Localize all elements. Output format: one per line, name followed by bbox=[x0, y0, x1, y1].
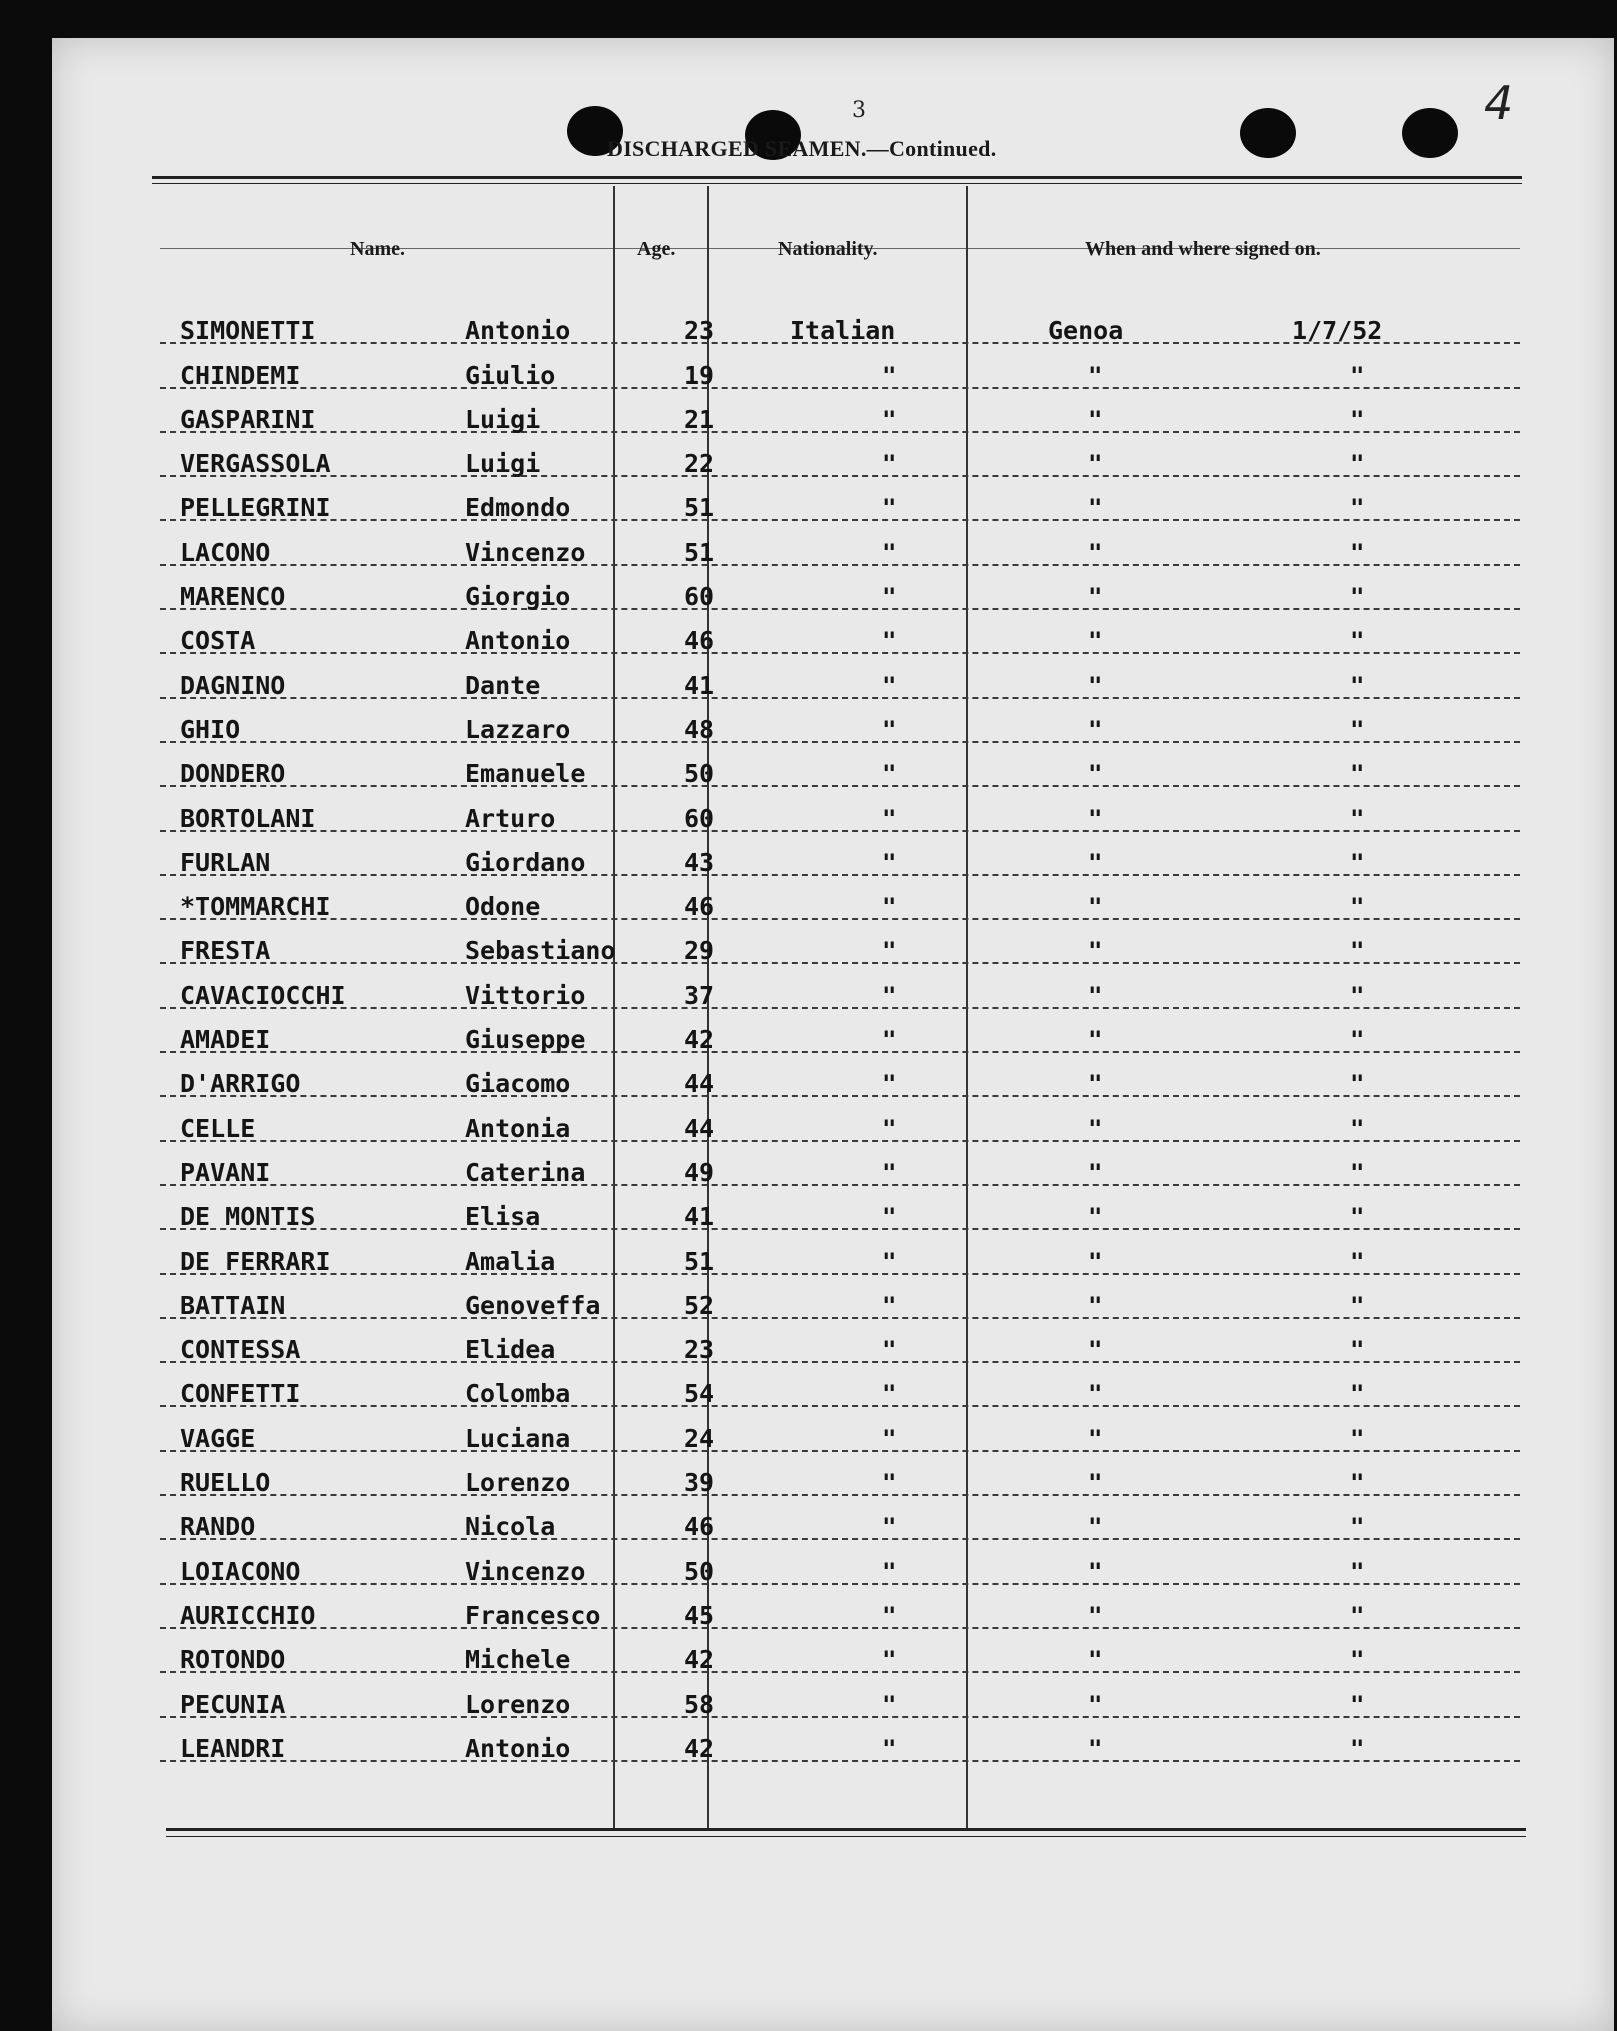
table-row bbox=[160, 787, 1520, 831]
surname-cell: DE FERRARI bbox=[180, 1246, 331, 1276]
surname-cell: GHIO bbox=[180, 714, 241, 744]
table-row bbox=[160, 743, 1520, 787]
port-cell: " bbox=[1088, 1424, 1103, 1453]
surname-cell: BORTOLANI bbox=[180, 803, 316, 833]
age-cell: 43 bbox=[684, 847, 715, 877]
column-header-nationality: Nationality. bbox=[778, 238, 878, 260]
date-cell: " bbox=[1350, 494, 1365, 523]
nationality-cell: " bbox=[882, 450, 897, 479]
given-name-cell: Emanuele bbox=[465, 759, 586, 789]
seamen-list bbox=[160, 300, 1520, 1762]
table-row bbox=[160, 699, 1520, 743]
handwritten-page-mark: 4 bbox=[1484, 76, 1514, 130]
age-cell: 41 bbox=[684, 670, 715, 700]
surname-cell: CELLE bbox=[180, 1113, 256, 1143]
top-rule-thin bbox=[152, 183, 1522, 184]
date-cell: " bbox=[1350, 1557, 1365, 1586]
date-cell: " bbox=[1350, 671, 1365, 700]
surname-cell: FURLAN bbox=[180, 847, 271, 877]
surname-cell: RANDO bbox=[180, 1512, 256, 1542]
table-row bbox=[160, 389, 1520, 433]
date-cell: " bbox=[1350, 1601, 1365, 1630]
date-cell: " bbox=[1350, 1114, 1365, 1143]
age-cell: 54 bbox=[684, 1379, 715, 1409]
port-cell: " bbox=[1088, 671, 1103, 700]
surname-cell: CONTESSA bbox=[180, 1335, 301, 1365]
nationality-cell: " bbox=[882, 1336, 897, 1365]
port-cell: " bbox=[1088, 1469, 1103, 1498]
table-row bbox=[160, 1452, 1520, 1496]
port-cell: " bbox=[1088, 1336, 1103, 1365]
given-name-cell: Dante bbox=[465, 670, 541, 700]
given-name-cell: Arturo bbox=[465, 803, 556, 833]
port-cell: " bbox=[1088, 715, 1103, 744]
table-row bbox=[160, 1319, 1520, 1363]
table-row bbox=[160, 832, 1520, 876]
table-row bbox=[160, 654, 1520, 698]
table-row bbox=[160, 566, 1520, 610]
given-name-cell: Antonio bbox=[465, 316, 571, 346]
given-name-cell: Luigi bbox=[465, 449, 541, 479]
surname-cell: COSTA bbox=[180, 626, 256, 656]
date-cell: " bbox=[1350, 583, 1365, 612]
date-cell: " bbox=[1350, 804, 1365, 833]
nationality-cell: " bbox=[882, 1291, 897, 1320]
column-header-age: Age. bbox=[637, 238, 676, 260]
age-cell: 49 bbox=[684, 1157, 715, 1187]
date-cell: " bbox=[1350, 981, 1365, 1010]
table-row bbox=[160, 433, 1520, 477]
given-name-cell: Luciana bbox=[465, 1423, 571, 1453]
date-cell: " bbox=[1350, 361, 1365, 390]
date-cell: " bbox=[1350, 1070, 1365, 1099]
column-header-signed-on: When and where signed on. bbox=[1085, 238, 1321, 260]
port-cell: " bbox=[1088, 981, 1103, 1010]
port-cell: " bbox=[1088, 1114, 1103, 1143]
age-cell: 23 bbox=[684, 1335, 715, 1365]
age-cell: 51 bbox=[684, 493, 715, 523]
port-cell: " bbox=[1088, 848, 1103, 877]
port-cell: " bbox=[1088, 893, 1103, 922]
table-row bbox=[160, 876, 1520, 920]
table-row bbox=[160, 521, 1520, 565]
given-name-cell: Vincenzo bbox=[465, 537, 586, 567]
table-row bbox=[160, 610, 1520, 654]
top-rule bbox=[152, 176, 1522, 179]
port-cell: " bbox=[1088, 1070, 1103, 1099]
nationality-cell: " bbox=[882, 1424, 897, 1453]
port-cell: " bbox=[1088, 1557, 1103, 1586]
surname-cell: BATTAIN bbox=[180, 1290, 286, 1320]
port-cell: " bbox=[1088, 1380, 1103, 1409]
given-name-cell: Vittorio bbox=[465, 980, 586, 1010]
date-cell: " bbox=[1350, 1203, 1365, 1232]
given-name-cell: Michele bbox=[465, 1645, 571, 1675]
date-cell: " bbox=[1350, 1026, 1365, 1055]
nationality-cell: " bbox=[882, 1734, 897, 1763]
age-cell: 50 bbox=[684, 1556, 715, 1586]
port-cell: " bbox=[1088, 1690, 1103, 1719]
nationality-cell: " bbox=[882, 715, 897, 744]
port-cell: " bbox=[1088, 1601, 1103, 1630]
surname-cell: AURICCHIO bbox=[180, 1600, 316, 1630]
date-cell: " bbox=[1350, 1158, 1365, 1187]
date-cell: " bbox=[1350, 1336, 1365, 1365]
column-header-name: Name. bbox=[350, 238, 405, 260]
table-row bbox=[160, 1407, 1520, 1451]
port-cell: Genoa bbox=[1048, 316, 1124, 346]
nationality-cell: " bbox=[882, 405, 897, 434]
port-cell: " bbox=[1088, 760, 1103, 789]
given-name-cell: Lazzaro bbox=[465, 714, 571, 744]
date-cell: " bbox=[1350, 1734, 1365, 1763]
date-cell: " bbox=[1350, 405, 1365, 434]
age-cell: 51 bbox=[684, 537, 715, 567]
date-cell: " bbox=[1350, 1291, 1365, 1320]
table-row bbox=[160, 1275, 1520, 1319]
nationality-cell: " bbox=[882, 1601, 897, 1630]
age-cell: 23 bbox=[684, 316, 715, 346]
port-cell: " bbox=[1088, 450, 1103, 479]
age-cell: 46 bbox=[684, 1512, 715, 1542]
surname-cell: MARENCO bbox=[180, 582, 286, 612]
nationality-cell: " bbox=[882, 1513, 897, 1542]
table-row bbox=[160, 1142, 1520, 1186]
table-row bbox=[160, 1053, 1520, 1097]
surname-cell: LOIACONO bbox=[180, 1556, 301, 1586]
nationality-cell: " bbox=[882, 671, 897, 700]
given-name-cell: Colomba bbox=[465, 1379, 571, 1409]
table-row bbox=[160, 477, 1520, 521]
surname-cell: D'ARRIGO bbox=[180, 1069, 301, 1099]
date-cell: " bbox=[1350, 715, 1365, 744]
age-cell: 24 bbox=[684, 1423, 715, 1453]
port-cell: " bbox=[1088, 1734, 1103, 1763]
given-name-cell: Lorenzo bbox=[465, 1468, 571, 1498]
surname-cell: VERGASSOLA bbox=[180, 449, 331, 479]
surname-cell: CONFETTI bbox=[180, 1379, 301, 1409]
date-cell: " bbox=[1350, 538, 1365, 567]
given-name-cell: Elidea bbox=[465, 1335, 556, 1365]
surname-cell: DE MONTIS bbox=[180, 1202, 316, 1232]
age-cell: 42 bbox=[684, 1025, 715, 1055]
punch-hole bbox=[1240, 108, 1296, 158]
nationality-cell: " bbox=[882, 1557, 897, 1586]
date-cell: 1/7/52 bbox=[1292, 316, 1383, 346]
nationality-cell: " bbox=[882, 760, 897, 789]
date-cell: " bbox=[1350, 1380, 1365, 1409]
nationality-cell: " bbox=[882, 981, 897, 1010]
port-cell: " bbox=[1088, 361, 1103, 390]
surname-cell: GASPARINI bbox=[180, 404, 316, 434]
age-cell: 22 bbox=[684, 449, 715, 479]
nationality-cell: " bbox=[882, 1469, 897, 1498]
table-row bbox=[160, 1629, 1520, 1673]
given-name-cell: Amalia bbox=[465, 1246, 556, 1276]
port-cell: " bbox=[1088, 1291, 1103, 1320]
given-name-cell: Antonio bbox=[465, 1733, 571, 1763]
age-cell: 42 bbox=[684, 1645, 715, 1675]
given-name-cell: Nicola bbox=[465, 1512, 556, 1542]
nationality-cell: " bbox=[882, 1247, 897, 1276]
date-cell: " bbox=[1350, 760, 1365, 789]
age-cell: 60 bbox=[684, 803, 715, 833]
table-row bbox=[160, 1718, 1520, 1762]
nationality-cell: " bbox=[882, 1380, 897, 1409]
age-cell: 41 bbox=[684, 1202, 715, 1232]
given-name-cell: Vincenzo bbox=[465, 1556, 586, 1586]
date-cell: " bbox=[1350, 1513, 1365, 1542]
nationality-cell: " bbox=[882, 361, 897, 390]
surname-cell: FRESTA bbox=[180, 936, 271, 966]
nationality-cell: " bbox=[882, 1646, 897, 1675]
given-name-cell: Giordano bbox=[465, 847, 586, 877]
nationality-cell: " bbox=[882, 1114, 897, 1143]
date-cell: " bbox=[1350, 1247, 1365, 1276]
age-cell: 19 bbox=[684, 360, 715, 390]
table-row bbox=[160, 1496, 1520, 1540]
nationality-cell: " bbox=[882, 893, 897, 922]
table-row bbox=[160, 1363, 1520, 1407]
surname-cell: PAVANI bbox=[180, 1157, 271, 1187]
surname-cell: LACONO bbox=[180, 537, 271, 567]
nationality-cell: " bbox=[882, 1690, 897, 1719]
port-cell: " bbox=[1088, 1646, 1103, 1675]
given-name-cell: Luigi bbox=[465, 404, 541, 434]
age-cell: 48 bbox=[684, 714, 715, 744]
table-row bbox=[160, 1230, 1520, 1274]
table-row bbox=[160, 1186, 1520, 1230]
nationality-cell: " bbox=[882, 494, 897, 523]
bottom-rule-thin bbox=[166, 1836, 1526, 1837]
port-cell: " bbox=[1088, 937, 1103, 966]
page-heading: DISCHARGED SEAMEN.—Continued. bbox=[607, 136, 997, 161]
port-cell: " bbox=[1088, 405, 1103, 434]
given-name-cell: Giacomo bbox=[465, 1069, 571, 1099]
surname-cell: VAGGE bbox=[180, 1423, 256, 1453]
date-cell: " bbox=[1350, 1646, 1365, 1675]
date-cell: " bbox=[1350, 893, 1365, 922]
port-cell: " bbox=[1088, 1158, 1103, 1187]
surname-cell: LEANDRI bbox=[180, 1733, 286, 1763]
port-cell: " bbox=[1088, 494, 1103, 523]
age-cell: 51 bbox=[684, 1246, 715, 1276]
surname-cell: DAGNINO bbox=[180, 670, 286, 700]
age-cell: 42 bbox=[684, 1733, 715, 1763]
surname-cell: ROTONDO bbox=[180, 1645, 286, 1675]
page-number: 3 bbox=[852, 98, 866, 123]
table-row bbox=[160, 1097, 1520, 1141]
nationality-cell: " bbox=[882, 1026, 897, 1055]
given-name-cell: Giulio bbox=[465, 360, 556, 390]
given-name-cell: Elisa bbox=[465, 1202, 541, 1232]
table-row bbox=[160, 1540, 1520, 1584]
given-name-cell: Giuseppe bbox=[465, 1025, 586, 1055]
given-name-cell: Caterina bbox=[465, 1157, 586, 1187]
surname-cell: PECUNIA bbox=[180, 1689, 286, 1719]
surname-cell: SIMONETTI bbox=[180, 316, 316, 346]
table-row bbox=[160, 964, 1520, 1008]
age-cell: 37 bbox=[684, 980, 715, 1010]
nationality-cell: Italian bbox=[790, 316, 896, 346]
port-cell: " bbox=[1088, 583, 1103, 612]
punch-hole bbox=[1402, 108, 1458, 158]
document-page bbox=[52, 38, 1614, 2031]
surname-cell: AMADEI bbox=[180, 1025, 271, 1055]
port-cell: " bbox=[1088, 804, 1103, 833]
port-cell: " bbox=[1088, 1513, 1103, 1542]
given-name-cell: Giorgio bbox=[465, 582, 571, 612]
given-name-cell: Antonia bbox=[465, 1113, 571, 1143]
nationality-cell: " bbox=[882, 1203, 897, 1232]
age-cell: 44 bbox=[684, 1069, 715, 1099]
port-cell: " bbox=[1088, 1026, 1103, 1055]
date-cell: " bbox=[1350, 1469, 1365, 1498]
nationality-cell: " bbox=[882, 1158, 897, 1187]
bottom-rule bbox=[166, 1828, 1526, 1831]
port-cell: " bbox=[1088, 1203, 1103, 1232]
port-cell: " bbox=[1088, 1247, 1103, 1276]
table-row bbox=[160, 1585, 1520, 1629]
port-cell: " bbox=[1088, 627, 1103, 656]
nationality-cell: " bbox=[882, 583, 897, 612]
date-cell: " bbox=[1350, 1424, 1365, 1453]
table-row bbox=[160, 920, 1520, 964]
nationality-cell: " bbox=[882, 848, 897, 877]
given-name-cell: Lorenzo bbox=[465, 1689, 571, 1719]
surname-cell: CAVACIOCCHI bbox=[180, 980, 346, 1010]
table-row bbox=[160, 1673, 1520, 1717]
port-cell: " bbox=[1088, 538, 1103, 567]
nationality-cell: " bbox=[882, 937, 897, 966]
nationality-cell: " bbox=[882, 627, 897, 656]
date-cell: " bbox=[1350, 937, 1365, 966]
given-name-cell: Genoveffa bbox=[465, 1290, 601, 1320]
age-cell: 46 bbox=[684, 626, 715, 656]
table-row bbox=[160, 300, 1520, 344]
given-name-cell: Sebastiano bbox=[465, 936, 616, 966]
given-name-cell: Edmondo bbox=[465, 493, 571, 523]
nationality-cell: " bbox=[882, 1070, 897, 1099]
nationality-cell: " bbox=[882, 538, 897, 567]
age-cell: 58 bbox=[684, 1689, 715, 1719]
table-row bbox=[160, 344, 1520, 388]
age-cell: 29 bbox=[684, 936, 715, 966]
surname-cell: DONDERO bbox=[180, 759, 286, 789]
surname-cell: PELLEGRINI bbox=[180, 493, 331, 523]
surname-cell: RUELLO bbox=[180, 1468, 271, 1498]
given-name-cell: Odone bbox=[465, 892, 541, 922]
age-cell: 60 bbox=[684, 582, 715, 612]
given-name-cell: Antonio bbox=[465, 626, 571, 656]
nationality-cell: " bbox=[882, 804, 897, 833]
given-name-cell: Francesco bbox=[465, 1600, 601, 1630]
date-cell: " bbox=[1350, 450, 1365, 479]
age-cell: 45 bbox=[684, 1600, 715, 1630]
date-cell: " bbox=[1350, 848, 1365, 877]
date-cell: " bbox=[1350, 627, 1365, 656]
age-cell: 50 bbox=[684, 759, 715, 789]
age-cell: 21 bbox=[684, 404, 715, 434]
age-cell: 39 bbox=[684, 1468, 715, 1498]
surname-cell: CHINDEMI bbox=[180, 360, 301, 390]
age-cell: 52 bbox=[684, 1290, 715, 1320]
surname-cell: *TOMMARCHI bbox=[180, 892, 331, 922]
age-cell: 44 bbox=[684, 1113, 715, 1143]
table-row bbox=[160, 1009, 1520, 1053]
date-cell: " bbox=[1350, 1690, 1365, 1719]
age-cell: 46 bbox=[684, 892, 715, 922]
